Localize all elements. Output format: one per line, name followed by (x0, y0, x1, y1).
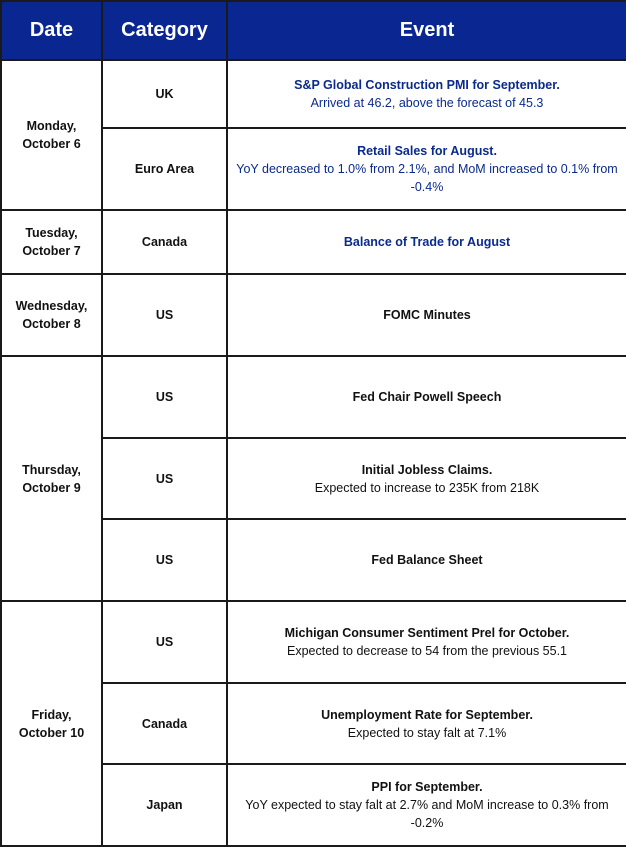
event-cell (227, 60, 626, 128)
event-description: Arrived at 46.2, above the forecast of 45.3 (310, 96, 544, 110)
event-cell (227, 128, 626, 210)
category-cell: UK (102, 60, 227, 128)
date-day: Monday, (26, 119, 77, 133)
date-cell-wednesday (1, 274, 102, 356)
date-day: Wednesday, (15, 299, 88, 313)
event-cell (227, 601, 626, 683)
event-cell (227, 274, 626, 356)
event-cell (227, 356, 626, 438)
date-cell-tuesday (1, 210, 102, 274)
event-title: Balance of Trade for August (343, 235, 511, 249)
event-cell (227, 764, 626, 846)
date-date: October 7 (22, 244, 81, 258)
event-title: FOMC Minutes (383, 308, 471, 322)
header-event: Event (227, 1, 626, 60)
date-date: October 10 (18, 725, 85, 740)
header-category: Category (102, 1, 227, 60)
category-cell: US (102, 601, 227, 683)
event-cell (227, 519, 626, 601)
event-description: Expected to increase to 235K from 218K (314, 480, 540, 495)
date-day: Thursday, (22, 462, 81, 477)
date-date: October 9 (22, 480, 81, 495)
event-title: Fed Chair Powell Speech (352, 390, 502, 404)
date-cell-thursday (1, 356, 102, 601)
table-row (1, 210, 626, 274)
category-cell: US (102, 519, 227, 601)
event-description: YoY expected to stay falt at 2.7% and MoM increase to 0.3% from -0.2% (245, 798, 609, 830)
event-title: Fed Balance Sheet (371, 553, 483, 567)
event-cell (227, 438, 626, 519)
event-cell (227, 683, 626, 764)
header-date: Date (1, 1, 102, 60)
date-date: October 8 (22, 317, 81, 331)
table-row (1, 356, 626, 438)
event-description: YoY decreased to 1.0% from 2.1%, and MoM increased to 0.1% from -0.4% (236, 162, 618, 194)
table-row (1, 60, 626, 128)
category-cell: US (102, 274, 227, 356)
category-cell: Canada (102, 683, 227, 764)
event-title: S&P Global Construction PMI for September. (294, 78, 560, 92)
event-cell (227, 210, 626, 274)
event-title: PPI for September. (371, 780, 483, 794)
event-title: Michigan Consumer Sentiment Prel for October. (284, 626, 570, 640)
event-description: Expected to stay falt at 7.1% (347, 725, 507, 740)
table-row (1, 601, 626, 683)
date-date: October 6 (22, 137, 81, 151)
date-cell-monday (1, 60, 102, 210)
event-description: Expected to decrease to 54 from the previous 55.1 (286, 644, 568, 658)
event-title: Unemployment Rate for September. (321, 707, 533, 722)
category-cell: Canada (102, 210, 227, 274)
date-cell-friday (1, 601, 102, 846)
event-title: Retail Sales for August. (357, 144, 497, 158)
event-title: Initial Jobless Claims. (361, 462, 493, 477)
date-day: Friday, (31, 707, 72, 722)
header-row (1, 1, 626, 60)
category-cell: Japan (102, 764, 227, 846)
category-cell: US (102, 356, 227, 438)
category-cell: Euro Area (102, 128, 227, 210)
table-row (1, 274, 626, 356)
category-cell: US (102, 438, 227, 519)
date-day: Tuesday, (25, 226, 78, 240)
